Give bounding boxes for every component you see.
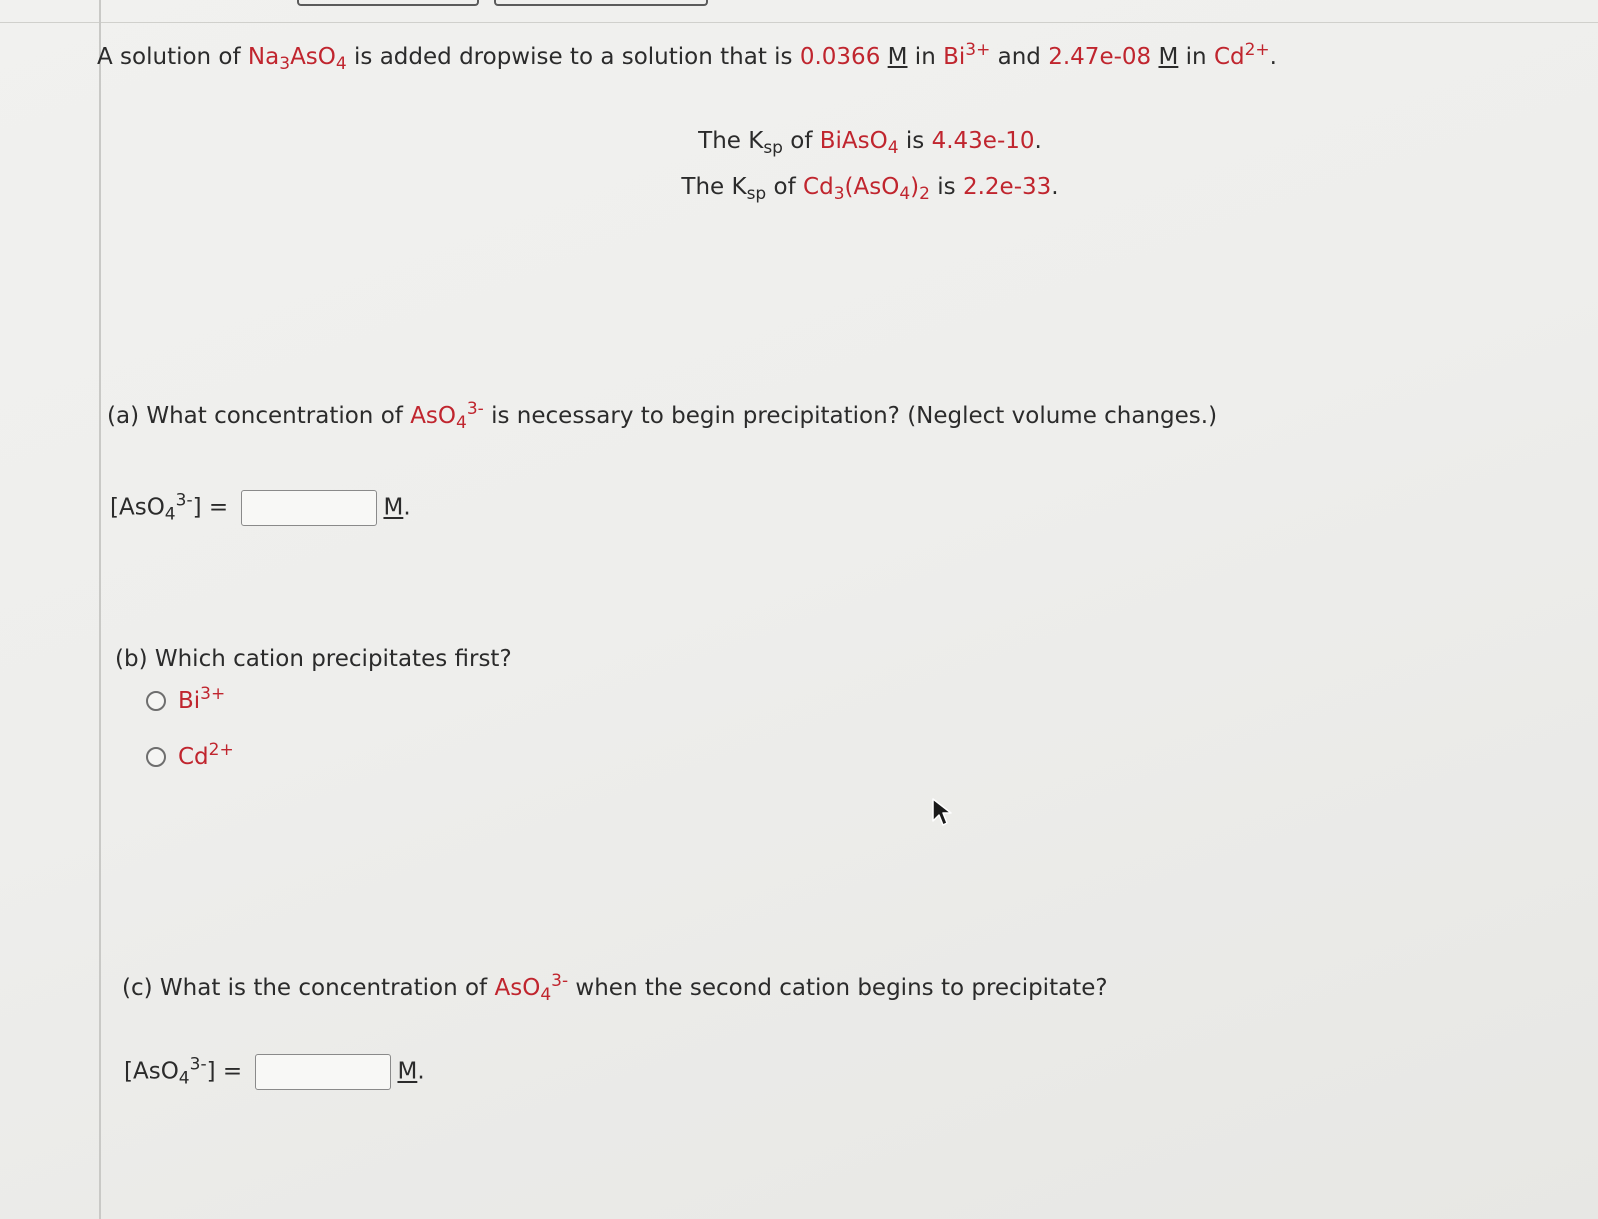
superscript: 3-	[189, 1054, 207, 1075]
bi-concentration: 0.0366	[799, 44, 881, 70]
ksp-value: 4.43e-10	[931, 128, 1035, 154]
text: AsO	[290, 44, 336, 70]
superscript: 2+	[1244, 40, 1270, 60]
subscript: 3	[833, 184, 845, 204]
superscript: 2+	[208, 740, 234, 760]
text: Bi	[178, 688, 201, 714]
ksp-cd3aso42	[0, 174, 1598, 204]
subscript: 4	[887, 138, 899, 158]
option-cd2plus[interactable]	[146, 740, 234, 770]
text: is necessary to begin precipitation? (Neglect volume changes.)	[483, 403, 1218, 429]
text: The K	[698, 128, 764, 154]
compound-formula	[819, 128, 899, 158]
bi-ion	[943, 40, 991, 70]
text: and	[990, 44, 1049, 70]
part-c-answer-input[interactable]	[255, 1054, 391, 1090]
part-c-question	[122, 971, 1108, 1005]
text: [AsO	[124, 1058, 179, 1085]
part-a-answer-row	[110, 490, 411, 526]
text: .	[1034, 128, 1042, 154]
superscript: 3-	[466, 399, 484, 419]
text: BiAsO	[819, 128, 888, 154]
text: AsO	[410, 403, 457, 429]
text: (a) What concentration of	[107, 403, 411, 429]
text: Cd	[1213, 44, 1245, 70]
option-bi3plus[interactable]	[146, 684, 226, 714]
subscript: 4	[164, 504, 176, 525]
text: (c) What is the concentration of	[122, 975, 495, 1001]
text: The K	[681, 174, 747, 200]
text: Cd	[178, 744, 209, 770]
part-a-question	[107, 399, 1218, 433]
ksp-bias04	[0, 128, 1598, 158]
text: .	[1051, 174, 1059, 200]
cd-ion	[1213, 40, 1270, 70]
text: (AsO	[844, 174, 900, 200]
superscript: 3-	[551, 971, 569, 991]
text: in	[907, 44, 944, 70]
part-a-answer-input[interactable]	[241, 490, 377, 526]
option-label	[178, 684, 226, 714]
text: in	[1178, 44, 1214, 70]
subscript: 4	[540, 985, 552, 1005]
molar-unit: M	[397, 1058, 418, 1085]
part-b-question: (b) Which cation precipitates first?	[115, 646, 512, 672]
reagent-formula	[247, 44, 347, 74]
superscript: 3+	[200, 684, 226, 704]
arsenate-ion	[494, 971, 569, 1005]
text: of	[766, 174, 804, 200]
text: of	[782, 128, 820, 154]
text: Bi	[943, 44, 966, 70]
problem-statement	[97, 40, 1277, 74]
text: .	[1269, 44, 1277, 70]
text: Na	[247, 44, 280, 70]
text: )	[910, 174, 920, 200]
text: is	[898, 128, 932, 154]
molar-unit: M	[1158, 44, 1179, 70]
text: .	[417, 1058, 425, 1085]
text: is	[929, 174, 963, 200]
subscript: sp	[746, 184, 767, 204]
molar-unit: M	[383, 494, 404, 521]
superscript: 3-	[175, 490, 193, 511]
text: AsO	[494, 975, 541, 1001]
arsenate-ion	[410, 399, 484, 433]
subscript: 4	[456, 413, 467, 433]
compound-formula	[803, 174, 930, 204]
text: A solution of	[97, 44, 248, 70]
text: .	[403, 494, 411, 521]
text: [AsO	[110, 494, 165, 521]
subscript: sp	[763, 138, 783, 158]
subscript: 4	[335, 54, 347, 74]
text: is added dropwise to a solution that is	[346, 44, 800, 70]
text: when the second cation begins to precipitate?	[568, 975, 1108, 1001]
option-label	[178, 740, 234, 770]
radio-button[interactable]	[146, 747, 166, 767]
text: Cd	[803, 174, 834, 200]
molar-unit: M	[887, 44, 908, 70]
subscript: 4	[899, 184, 911, 204]
subscript: 4	[178, 1068, 190, 1089]
superscript: 3+	[965, 40, 991, 60]
text: ] =	[206, 1058, 243, 1085]
cd-concentration: 2.47e-08	[1048, 44, 1152, 70]
part-c-answer-row	[124, 1054, 425, 1090]
ksp-value: 2.2e-33	[962, 174, 1052, 200]
mouse-pointer-icon	[931, 797, 953, 829]
subscript: 3	[279, 54, 291, 74]
subscript: 2	[919, 184, 930, 204]
text: ] =	[192, 494, 229, 521]
radio-button[interactable]	[146, 691, 166, 711]
